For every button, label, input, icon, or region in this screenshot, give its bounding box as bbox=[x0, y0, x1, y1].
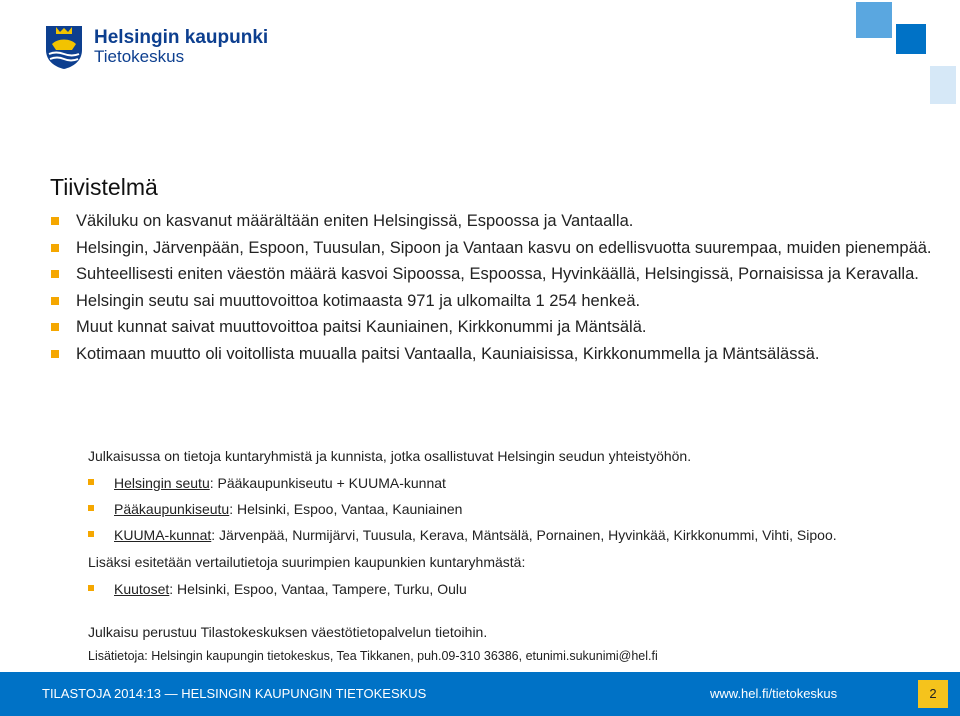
list-item bbox=[88, 576, 948, 602]
list-item: Suhteellisesti eniten väestön määrä kasvoi Sipoossa, Espoossa, Hyvinkäällä, Helsingissä, Pornaisissa ja Keravalla. bbox=[50, 262, 940, 287]
group-desc: : Helsinki, Espoo, Vantaa, Tampere, Turku, Oulu bbox=[169, 581, 467, 597]
square-bullet-icon bbox=[88, 479, 94, 485]
page-title: Tiivistelmä bbox=[50, 174, 158, 200]
list-item: Väkiluku on kasvanut määrältään eniten Helsingissä, Espoossa ja Vantaalla. bbox=[50, 209, 940, 234]
list-item bbox=[88, 496, 948, 522]
summary-section bbox=[50, 174, 940, 366]
region-group-list bbox=[88, 470, 948, 548]
list-item: Kotimaan muutto oli voitollista muualla paitsi Vantaalla, Kauniaisissa, Kirkkonummella ja Mäntsälässä. bbox=[50, 342, 940, 367]
city-logo bbox=[44, 24, 268, 70]
square-bullet-icon bbox=[51, 297, 59, 305]
list-item bbox=[88, 470, 948, 496]
notes-extra: Lisäksi esitetään vertailutietoja suurimpien kaupunkien kuntaryhmästä: bbox=[88, 554, 526, 570]
footer-bar bbox=[0, 672, 960, 716]
group-term: KUUMA-kunnat bbox=[114, 527, 212, 543]
decor-square bbox=[930, 66, 956, 104]
square-bullet-icon bbox=[51, 217, 59, 225]
group-desc: : Pääkaupunkiseutu + KUUMA-kunnat bbox=[209, 475, 446, 491]
group-term: Kuutoset bbox=[114, 581, 170, 597]
source-note: Julkaisu perustuu Tilastokeskuksen väestötietopalvelun tietoihin. bbox=[88, 624, 488, 640]
list-item: Muut kunnat saivat muuttovoittoa paitsi Kauniainen, Kirkkonummi ja Mäntsälä. bbox=[50, 315, 940, 340]
summary-list bbox=[50, 209, 940, 366]
decor-square bbox=[896, 24, 926, 54]
page-number: 2 bbox=[918, 680, 948, 708]
notes-section bbox=[88, 446, 948, 666]
square-bullet-icon bbox=[51, 270, 59, 278]
list-item: Helsingin, Järvenpään, Espoon, Tuusulan, Sipoon ja Vantaan kasvu on edellisvuotta suurempaa, muiden pienempää. bbox=[50, 236, 940, 261]
notes-intro: Julkaisussa on tietoja kuntaryhmistä ja kunnista, jotka osallistuvat Helsingin seudun yhteistyöhön. bbox=[88, 448, 692, 464]
square-bullet-icon bbox=[88, 531, 94, 537]
logo-title: Helsingin kaupunki bbox=[94, 27, 269, 49]
group-term: Helsingin seutu bbox=[114, 475, 210, 491]
list-item bbox=[88, 522, 948, 548]
logo-subtitle: Tietokeskus bbox=[94, 47, 185, 67]
footer-publication: TILASTOJA 2014:13 — HELSINGIN KAUPUNGIN TIETOKESKUS bbox=[42, 686, 427, 701]
list-item: Helsingin seutu sai muuttovoittoa kotimaasta 971 ja ulkomailta 1 254 henkeä. bbox=[50, 289, 940, 314]
group-desc: : Helsinki, Espoo, Vantaa, Kauniainen bbox=[229, 501, 463, 517]
helsinki-crest-icon bbox=[44, 24, 84, 70]
square-bullet-icon bbox=[51, 350, 59, 358]
square-bullet-icon bbox=[88, 505, 94, 511]
contact-info: Lisätietoja: Helsingin kaupungin tietokeskus, Tea Tikkanen, puh.09-310 36386, etunimi.sukunimi@hel.fi bbox=[88, 649, 658, 663]
decor-square bbox=[856, 2, 892, 38]
footer-url[interactable]: www.hel.fi/tietokeskus bbox=[710, 686, 838, 701]
square-bullet-icon bbox=[51, 323, 59, 331]
square-bullet-icon bbox=[51, 244, 59, 252]
square-bullet-icon bbox=[88, 585, 94, 591]
comparison-group-list bbox=[88, 576, 948, 602]
group-desc: : Järvenpää, Nurmijärvi, Tuusula, Kerava, Mäntsälä, Pornainen, Hyvinkää, Kirkkonummi, Vihti, Sipoo. bbox=[211, 527, 837, 543]
group-term: Pääkaupunkiseutu bbox=[114, 501, 230, 517]
